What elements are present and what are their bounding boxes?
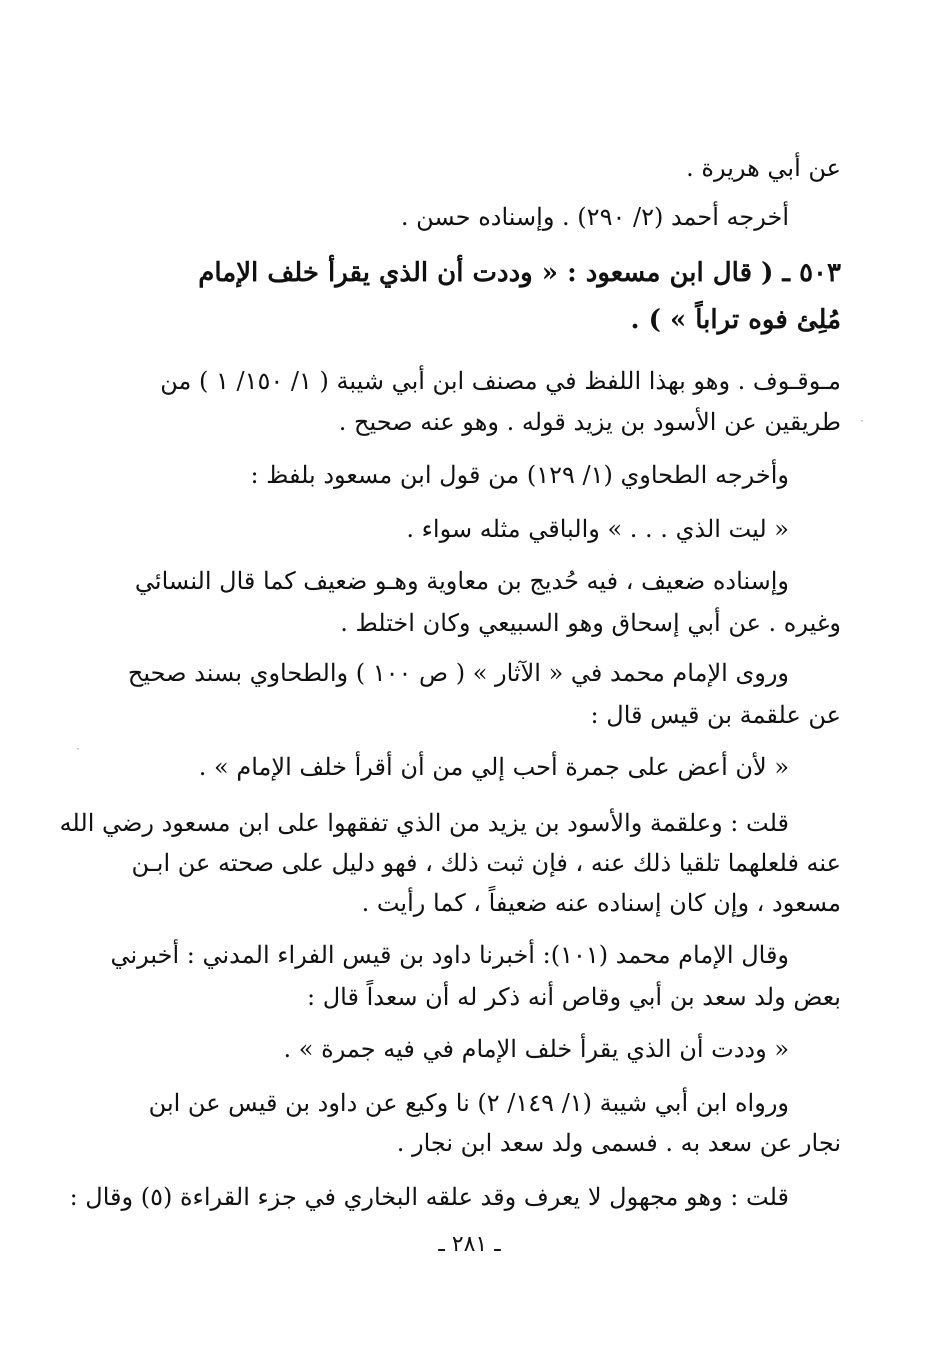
text-line: مسعود ، وإن كان إسناده عنه ضعيفاً ، كما رأيت . (361, 889, 841, 917)
text-line: أخرجه أحمد (٢/ ٢٩٠) . وإسناده حسن . (400, 203, 789, 231)
text-line: بعض ولد سعد بن أبي وقاص أنه ذكر له أن سعداً قال : (307, 983, 841, 1011)
text-line: وغيره . عن أبي إسحاق وهو السبيعي وكان اختلط . (340, 609, 841, 637)
text-line: قلت : وعلقمة والأسود بن يزيد من الذي تفقهوا على ابن مسعود رضي الله (59, 809, 789, 837)
hadith-heading: مُلِئ فوه تراباً » ) . (630, 305, 841, 335)
text-line: وقال الإمام محمد (١٠١): أخبرنا داود بن قيس الفراء المدني : أخبرني (110, 941, 789, 969)
text-line: وأخرجه الطحاوي (١/ ١٢٩) من قول ابن مسعود بلفظ : (250, 461, 789, 489)
hadith-heading: ٥٠٣ ـ ( قال ابن مسعود : « وددت أن الذي يقرأ خلف الإمام (198, 258, 841, 288)
text-line: مـوقـوف . وهو بهذا اللفظ في مصنف ابن أبي شيبة ( ١/ ١٥٠/ ١ ) من (160, 367, 841, 395)
text-line: عن أبي هريرة . (686, 154, 841, 182)
text-line: وإسناده ضعيف ، فيه حُديج بن معاوية وهـو ضعيف كما قال النسائي (134, 567, 789, 595)
text-line: وروى الإمام محمد في « الآثار » ( ص ١٠٠ ) والطحاوي بسند صحيح (127, 659, 789, 687)
text-line: نجار عن سعد به . فسمى ولد سعد ابن نجار . (396, 1129, 841, 1157)
page-number: ـ ٢٨١ ـ (438, 1232, 501, 1257)
scan-mark: · (76, 742, 80, 756)
text-line: ورواه ابن أبي شيبة (١/ ١٤٩/ ٢) نا وكيع عن داود بن قيس عن ابن (148, 1089, 789, 1117)
text-line: عنه فلعلهما تلقيا ذلك عنه ، فإن ثبت ذلك ، فهو دليل على صحته عن ابـن (131, 849, 841, 877)
scan-mark: · (860, 414, 864, 428)
quote-line: « لأن أعض على جمرة أحب إلي من أن أقرأ خلف الإمام » . (198, 753, 789, 781)
text-line: عن علقمة بن قيس قال : (590, 701, 841, 729)
quote-line: « وددت أن الذي يقرأ خلف الإمام في فيه جمرة » . (283, 1035, 789, 1063)
text-line: « ليت الذي . . . » والباقي مثله سواء . (406, 515, 789, 543)
text-line: قلت : وهو مجهول لا يعرف وقد علقه البخاري في جزء القراءة (٥) وقال : (69, 1183, 789, 1211)
text-line: طريقين عن الأسود بن يزيد قوله . وهو عنه صحيح . (338, 408, 841, 436)
